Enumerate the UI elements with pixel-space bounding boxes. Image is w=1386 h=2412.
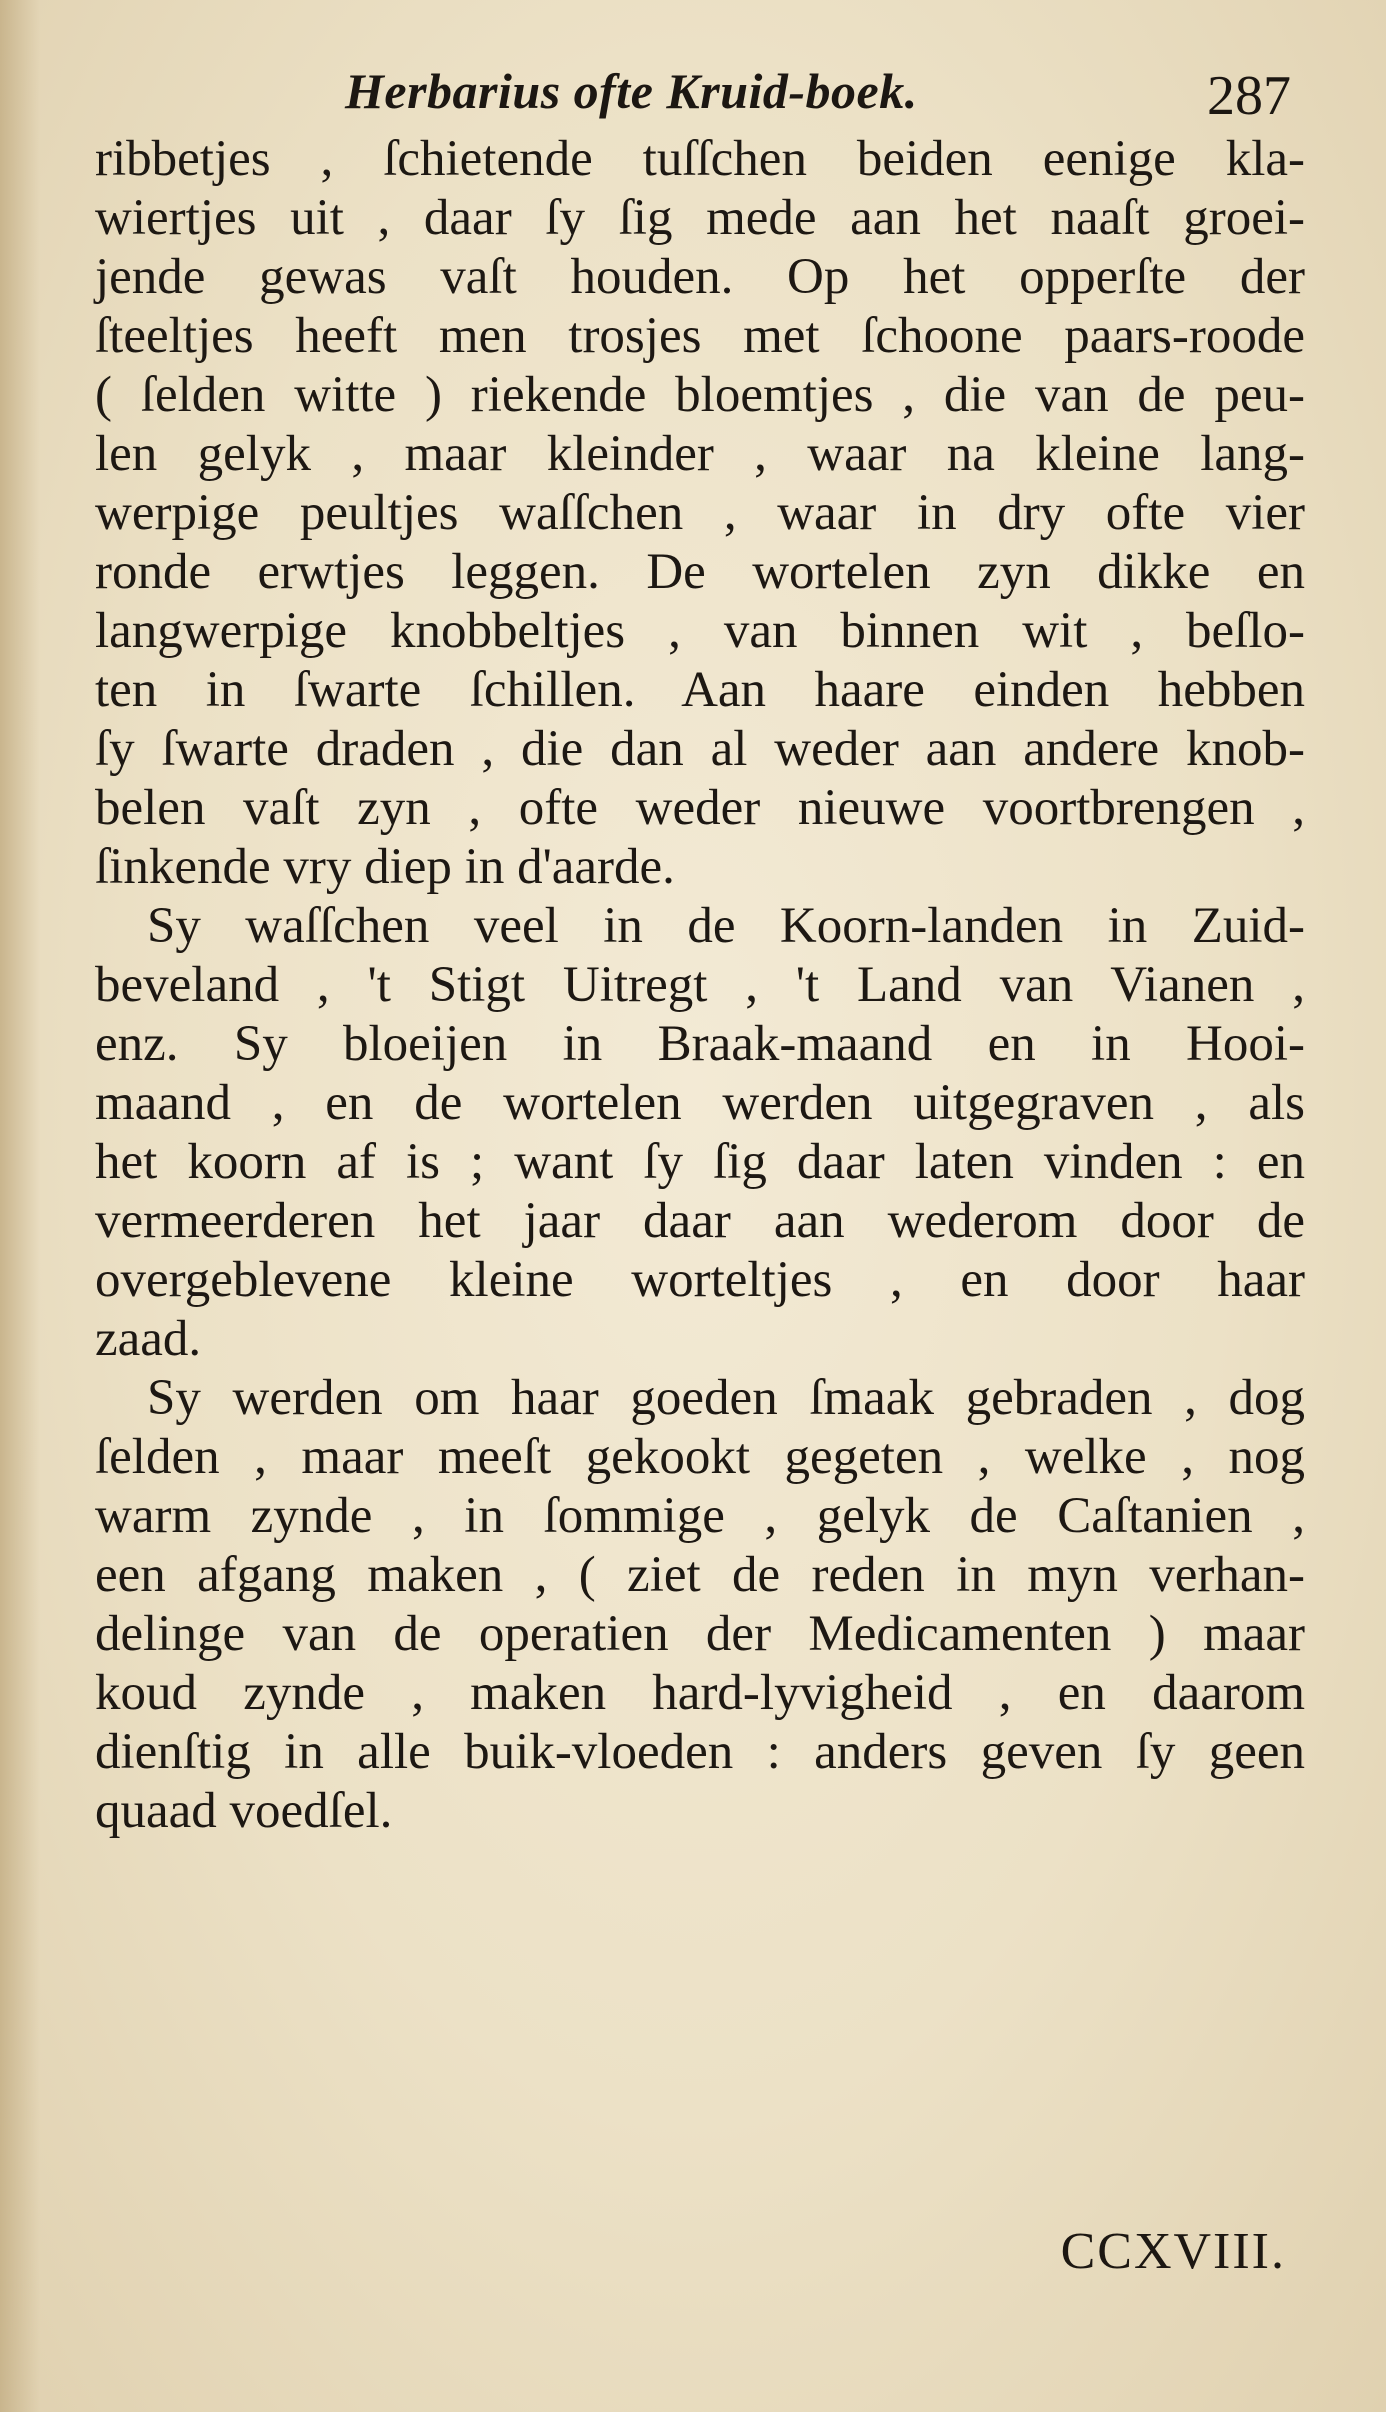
text-line: quaad voedſel. xyxy=(95,1783,393,1839)
text-line: enz. Sy bloeijen in Braak-maand en in Hooi- xyxy=(95,1016,1305,1072)
text-line: ſteeltjes heeft men trosjes met ſchoone paars-roode xyxy=(95,308,1305,364)
paragraph-1 xyxy=(95,130,1305,897)
text-line: warm zynde , in ſommige , gelyk de Caſtanien , xyxy=(95,1488,1305,1544)
page-header xyxy=(95,52,1291,132)
text-line: Sy waſſchen veel in de Koorn-landen in Zuid- xyxy=(147,898,1305,954)
text-line: ſy ſwarte draden , die dan al weder aan andere knob- xyxy=(95,721,1305,777)
text-line: maand , en de wortelen werden uitgegraven , als xyxy=(95,1075,1305,1131)
text-line: dienſtig in alle buik-vloeden : anders geven ſy geen xyxy=(95,1724,1305,1780)
text-line: een afgang maken , ( ziet de reden in myn verhan- xyxy=(95,1547,1305,1603)
text-line: koud zynde , maken hard-lyvigheid , en daarom xyxy=(95,1665,1305,1721)
body-text xyxy=(95,130,1305,1841)
text-line: wiertjes uit , daar ſy ſig mede aan het naaſt groei- xyxy=(95,190,1305,246)
text-line: Sy werden om haar goeden ſmaak gebraden , dog xyxy=(147,1370,1305,1426)
text-line: langwerpige knobbeltjes , van binnen wit , beſlo- xyxy=(95,603,1305,659)
text-line: beveland , 't Stigt Uitregt , 't Land van Vianen , xyxy=(95,957,1305,1013)
running-title: Herbarius ofte Kruid-boek. xyxy=(345,63,918,119)
text-line: overgeblevene kleine worteltjes , en door haar xyxy=(95,1252,1305,1308)
text-line: ribbetjes , ſchietende tuſſchen beiden eenige kla- xyxy=(95,131,1305,187)
signature-mark: CCXVIII. xyxy=(1060,2223,1286,2280)
text-line: zaad. xyxy=(95,1311,202,1367)
page-edge-shadow xyxy=(0,0,40,2412)
page-number: 287 xyxy=(1207,65,1291,127)
text-line: ſelden , maar meeſt gekookt gegeten , welke , nog xyxy=(95,1429,1305,1485)
text-line: belen vaſt zyn , ofte weder nieuwe voortbrengen , xyxy=(95,780,1305,836)
text-line: ronde erwtjes leggen. De wortelen zyn dikke en xyxy=(95,544,1305,600)
text-line: len gelyk , maar kleinder , waar na kleine lang- xyxy=(95,426,1305,482)
text-line: jende gewas vaſt houden. Op het opperſte der xyxy=(95,249,1305,305)
text-line: vermeerderen het jaar daar aan wederom door de xyxy=(95,1193,1305,1249)
text-line: het koorn af is ; want ſy ſig daar laten vinden : en xyxy=(95,1134,1305,1190)
text-line: ſinkende vry diep in d'aarde. xyxy=(95,839,675,895)
paragraph-2 xyxy=(95,897,1305,1369)
text-line: werpige peultjes waſſchen , waar in dry ofte vier xyxy=(95,485,1305,541)
paragraph-3 xyxy=(95,1369,1305,1841)
text-line: ten in ſwarte ſchillen. Aan haare einden hebben xyxy=(95,662,1305,718)
text-line: delinge van de operatien der Medicamenten ) maar xyxy=(95,1606,1305,1662)
text-line: ( ſelden witte ) riekende bloemtjes , die van de peu- xyxy=(95,367,1305,423)
